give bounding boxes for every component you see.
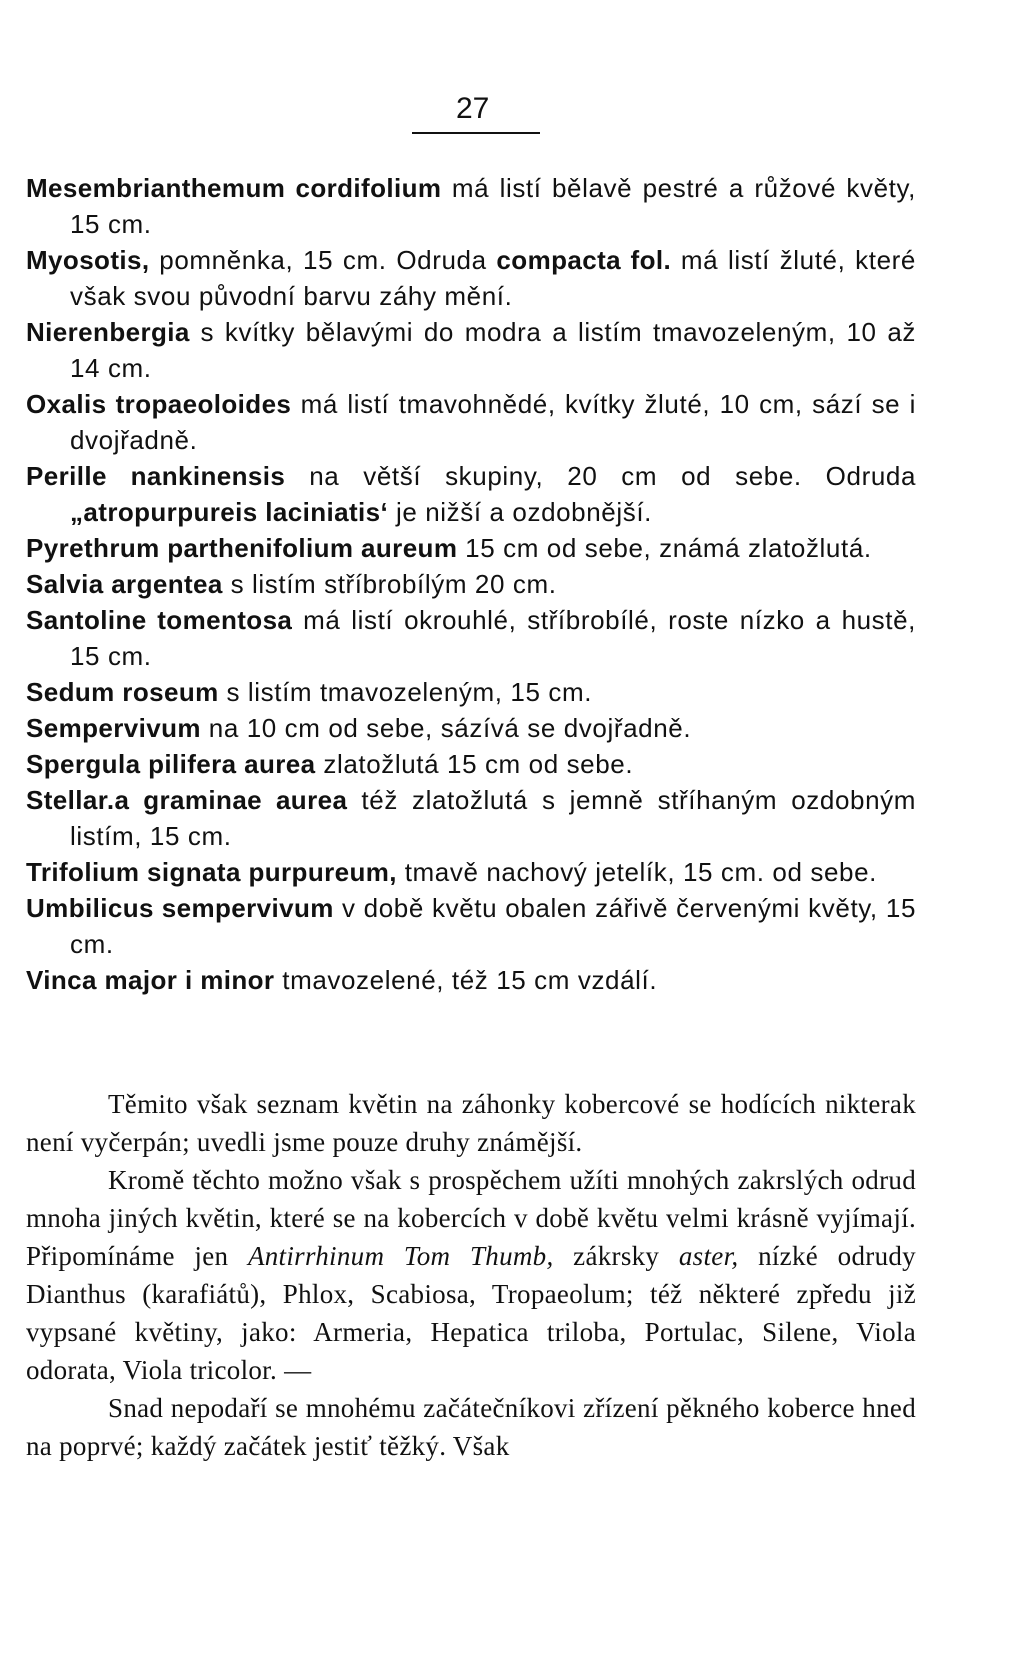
italic-plant-name: aster, — [678, 1241, 739, 1271]
plant-description: tmavě nachový jetelík, 15 cm. od sebe. — [396, 857, 877, 887]
plant-entry — [26, 170, 916, 242]
plant-name: Santoline tomentosa — [26, 605, 293, 635]
plant-name: Pyrethrum parthenifolium aureum — [26, 533, 458, 563]
paragraph: Snad nepodaří se mnohému začátečníkovi zřízení pěkného koberce hned na poprvé; každý začátek jestiť těžký. Však — [26, 1393, 916, 1461]
paragraph-text: nízké odrudy Dianthus (karafiátů), Phlox, Scabiosa, Tropaeolum; též některé zpředu již vypsané květiny, jako: Armeria, Hepatica triloba, Portulac, Silene, Viola odorata, Viola tricolor. — — [26, 1241, 916, 1385]
plant-name: Sedum roseum — [26, 677, 219, 707]
plant-name: Salvia argentea — [26, 569, 223, 599]
plant-description: na 10 cm od sebe, sázívá se dvojřadně. — [200, 713, 692, 743]
plant-entry — [26, 566, 916, 602]
plant-description: na větší skupiny, 20 cm od sebe. Odruda — [285, 461, 917, 491]
plant-description: má listí okrouhlé, stříbrobílé, roste nízko a hustě, 15 cm. — [70, 605, 916, 671]
plant-entry — [26, 710, 916, 746]
plant-description: zlatožlutá 15 cm od sebe. — [315, 749, 634, 779]
plant-description: s listím tmavozeleným, 15 cm. — [218, 677, 593, 707]
plant-description: pomněnka, 15 cm. Odruda — [149, 245, 497, 275]
plant-entry — [26, 314, 916, 386]
plant-entry — [26, 602, 916, 674]
page-number: 27 — [456, 92, 490, 125]
plant-description: s kvítky bělavými do modra a listím tmavozeleným, 10 až 14 cm. — [70, 317, 916, 383]
page-number-rule — [412, 132, 540, 134]
variety-name: „atropurpureis laciniatis‘ — [70, 497, 389, 527]
plant-name: Perille nankinensis — [26, 461, 286, 491]
plant-description: tmavozelené, též 15 cm vzdálí. — [274, 965, 658, 995]
plant-entry — [26, 674, 916, 710]
plant-description: též zlatožlutá s jemně stříhaným ozdobným listím, 15 cm. — [70, 785, 916, 851]
plant-description: má listí žluté, které však svou původní barvu záhy mění. — [70, 245, 916, 311]
plant-description: v době květu obalen zářivě červenými květy, 15 cm. — [70, 893, 917, 959]
paragraph-text: Kromě těchto možno však s prospěchem užíti mnohých zakrslých odrud mnoha jiných květin, které se na kobercích v době květu velmi krásně vyjímají. Připomínáme jen — [26, 1165, 916, 1271]
plant-description: má listí bělavě pestré a růžové květy, 15 cm. — [70, 173, 917, 239]
plant-name: Umbilicus sempervivum — [26, 893, 334, 923]
italic-plant-name: Antirrhinum Tom Thumb, — [247, 1241, 554, 1271]
plant-entry — [26, 746, 916, 782]
plant-name: Trifolium signata purpureum, — [26, 857, 397, 887]
plant-entry — [26, 386, 916, 458]
plant-name: Sempervivum — [26, 713, 201, 743]
plant-name: Myosotis, — [26, 245, 150, 275]
body-text — [26, 1085, 916, 1465]
plant-entry — [26, 962, 916, 998]
plant-entry — [26, 530, 916, 566]
paragraph-text: zákrsky — [553, 1241, 679, 1271]
plant-description: 15 cm od sebe, známá zlatožlutá. — [457, 533, 872, 563]
plant-name: Vinca major i minor — [26, 965, 275, 995]
plant-entry — [26, 242, 916, 314]
plant-name: Stellar.a graminae aurea — [26, 785, 348, 815]
plant-name: Oxalis tropaeoloides — [26, 389, 292, 419]
plant-entry — [26, 854, 916, 890]
plant-description: má listí tmavohnědé, kvítky žluté, 10 cm, sází se i dvojřadně. — [70, 389, 916, 455]
plant-name: Mesembrianthemum cordifolium — [26, 173, 442, 203]
plant-entry — [26, 782, 916, 854]
plant-list — [26, 170, 916, 998]
plant-description: s listím stříbrobílým 20 cm. — [222, 569, 557, 599]
plant-entry — [26, 458, 916, 530]
variety-name: compacta fol. — [496, 245, 672, 275]
paragraph: Těmito však seznam květin na záhonky kobercové se hodících nikterak není vyčerpán; uvedli jsme pouze druhy známější. — [26, 1089, 916, 1157]
plant-name: Nierenbergia — [26, 317, 190, 347]
plant-description: je nižší a ozdobnější. — [388, 497, 652, 527]
paragraph — [26, 1161, 916, 1389]
plant-name: Spergula pilifera aurea — [26, 749, 316, 779]
plant-entry — [26, 890, 916, 962]
